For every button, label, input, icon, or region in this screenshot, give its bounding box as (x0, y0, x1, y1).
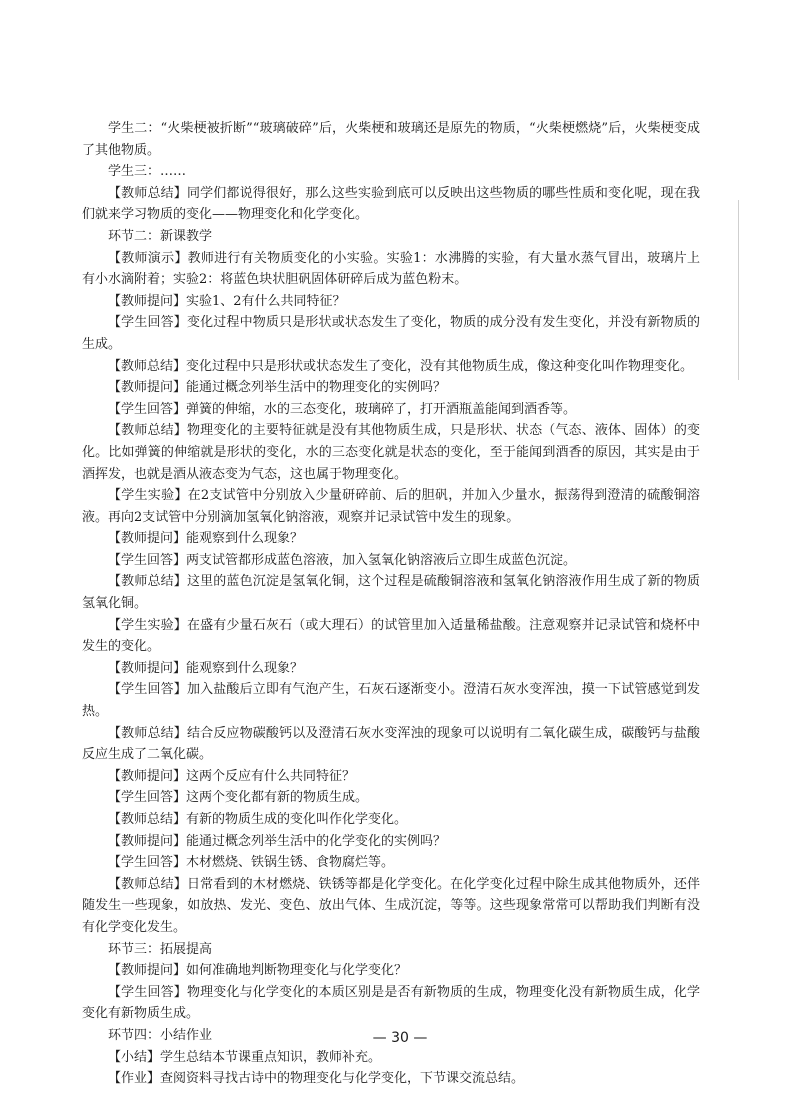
paragraph-student-answer: 【学生回答】木材燃烧、铁锅生锈、食物腐烂等。 (108, 855, 395, 871)
paragraph-student-experiment: 【学生实验】在2支试管中分别放入少量研碎前、后的胆矾，并加入少量水，振荡得到澄清的硫酸铜溶液。再向2支试管中分别滴加氢氧化钠溶液，观察并记录试管中发生的现象。 (82, 488, 700, 525)
paragraph-teacher-summary: 【教师总结】日常看到的木材燃烧、铁锈等都是化学变化。在化学变化过程中除生成其他物质外，还伴随发生一些现象，如放热、发光、变色、放出气体、生成沉淀，等等。这些现象常常可以帮助我们判断有没有化学变化发生。 (82, 876, 700, 935)
paragraph-teacher-question: 【教师提问】能通过概念列举生活中的物理变化的实例吗？ (108, 380, 447, 396)
paragraph-teacher-summary: 【教师总结】这里的蓝色沉淀是氢氧化铜，这个过程是硫酸铜溶液和氢氧化钠溶液作用生成了新的物质氢氧化铜。 (82, 574, 700, 612)
paragraph-homework: 【作业】查阅资料寻找古诗中的物理变化与化学变化，下节课交流总结。 (108, 1071, 525, 1087)
paragraph-student-answer: 【学生回答】变化过程中物质只是形状或状态发生了变化，物质的成分没有发生变化，并没有新物质的生成。 (82, 315, 700, 352)
paragraph-student-experiment: 【学生实验】在盛有少量石灰石（或大理石）的试管里加入适量稀盐酸。注意观察并记录试管和烧杯中发生的变化。 (82, 617, 700, 655)
paragraph-teacher-question: 【教师提问】如何准确地判断物理变化与化学变化？ (108, 963, 408, 979)
paragraph-teacher-summary: 【教师总结】有新的物质生成的变化叫作化学变化。 (108, 812, 408, 827)
paragraph-teacher-summary: 【教师总结】物理变化的主要特征就是没有其他物质生成，只是形状、状态（气态、液体、固体）的变化。比如弹簧的伸缩就是形状的变化，水的三态变化就是状态的变化，至于能闻到酒香的原因，其实是由于酒挥发，也就是酒从液态变为气态，这也属于物理变化。 (82, 423, 700, 482)
paragraph-student-answer: 【学生回答】弹簧的伸缩，水的三态变化，玻璃碎了，打开酒瓶盖能闻到酒香等。 (108, 401, 577, 417)
paragraph-teacher-question: 【教师提问】能观察到什么现象？ (108, 531, 304, 547)
paragraph-student-answer: 【学生回答】加入盐酸后立即有气泡产生，石灰石逐渐变小。澄清石灰水变浑浊，摸一下试管感觉到发热。 (82, 682, 700, 720)
document-body (82, 118, 700, 1090)
paragraph-teacher-demo: 【教师演示】教师进行有关物质变化的小实验。实验1：水沸腾的实验，有大量水蒸气冒出，玻璃片上有小水滴附着；实验2：将蓝色块状胆矾固体研碎后成为蓝色粉末。 (82, 250, 700, 288)
section-heading-2: 环节二：新课教学 (108, 228, 213, 244)
page-number: — 30 — (372, 1030, 428, 1046)
section-heading-4: 环节四：小结作业 (108, 1027, 213, 1043)
paragraph-teacher-summary: 【教师总结】结合反应物碳酸钙以及澄清石灰水变浑浊的现象可以说明有二氧化碳生成，碳酸钙与盐酸反应生成了二氧化碳。 (82, 725, 700, 763)
paragraph-teacher-question: 【教师提问】实验1、2有什么共同特征？ (108, 293, 346, 309)
paragraph-teacher-summary: 【教师总结】变化过程中只是形状或状态发生了变化，没有其他物质生成，像这种变化叫作物理变化。 (108, 358, 694, 374)
paragraph-student-answer: 【学生回答】两支试管都形成蓝色溶液，加入氢氧化钠溶液后立即生成蓝色沉淀。 (108, 552, 577, 568)
paragraph-student-answer: 【学生回答】这两个变化都有新的物质生成。 (108, 790, 369, 806)
paragraph-student-answer: 【学生回答】物理变化与化学变化的本质区别是是否有新物质的生成，物理变化没有新物质生成，化学变化有新物质生成。 (82, 984, 700, 1022)
paragraph-teacher-question: 【教师提问】能观察到什么现象？ (108, 660, 304, 676)
paragraph-student-3: 学生三：…… (108, 164, 187, 180)
margin-line (738, 200, 739, 380)
paragraph-teacher-question: 【教师提问】能通过概念列举生活中的化学变化的实例吗？ (108, 833, 447, 849)
section-heading-3: 环节三：拓展提高 (108, 941, 213, 957)
paragraph-teacher-summary: 【教师总结】同学们都说得很好，那么这些实验到底可以反映出这些物质的哪些性质和变化呢，现在我们就来学习物质的变化——物理变化和化学变化。 (82, 185, 700, 223)
paragraph-student-2: 学生二：“火柴梗被折断”“玻璃破碎”后，火柴梗和玻璃还是原先的物质，“火柴梗燃烧”后，火柴梗变成了其他物质。 (82, 121, 700, 158)
paragraph-teacher-question: 【教师提问】这两个反应有什么共同特征？ (108, 768, 356, 784)
paragraph-summary: 【小结】学生总结本节课重点知识，教师补充。 (108, 1049, 382, 1065)
